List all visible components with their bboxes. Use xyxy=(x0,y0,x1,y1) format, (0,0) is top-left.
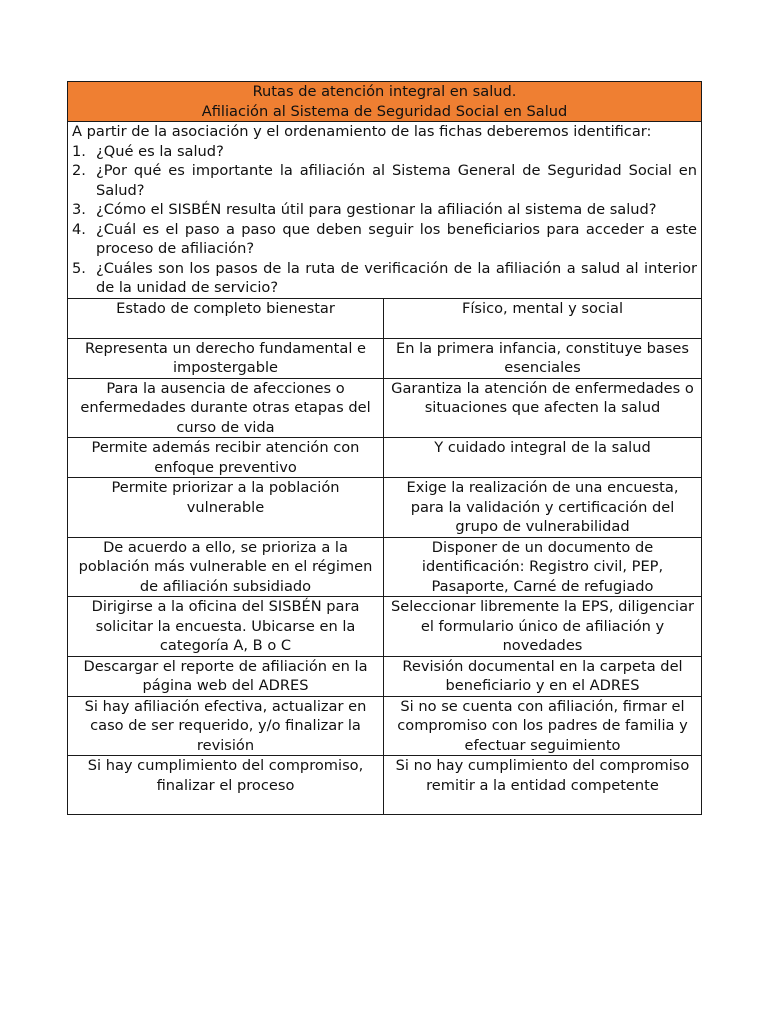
question-text: ¿Cómo el SISBÉN resulta útil para gestionar la afiliación al sistema de salud? xyxy=(96,201,657,218)
table-row xyxy=(68,478,702,538)
table-row xyxy=(68,597,702,657)
question-text: ¿Cuáles son los pasos de la ruta de verificación de la afiliación a salud al interior de la unidad de servicio? xyxy=(96,259,697,296)
right-cell: Y cuidado integral de la salud xyxy=(384,438,702,478)
routes-table xyxy=(67,81,702,815)
table-row xyxy=(68,656,702,696)
left-cell: Si hay cumplimiento del compromiso, finalizar el proceso xyxy=(68,756,384,815)
left-cell: De acuerdo a ello, se prioriza a la población más vulnerable en el régimen de afiliación subsidiado xyxy=(68,537,384,597)
right-cell: Físico, mental y social xyxy=(384,298,702,338)
header-title-line1: Rutas de atención integral en salud. xyxy=(252,83,517,100)
left-cell: Representa un derecho fundamental e impostergable xyxy=(68,338,384,378)
table-row xyxy=(68,537,702,597)
right-cell: Seleccionar libremente la EPS, diligenciar el formulario único de afiliación y novedades xyxy=(384,597,702,657)
question-text: ¿Qué es la salud? xyxy=(96,142,224,160)
table-row xyxy=(68,298,702,338)
intro-text: A partir de la asociación y el ordenamiento de las fichas deberemos identificar: xyxy=(72,123,652,140)
table-row xyxy=(68,756,702,815)
left-cell: Si hay afiliación efectiva, actualizar en caso de ser requerido, y/o finalizar la revisión xyxy=(68,696,384,756)
question-number: 2. xyxy=(72,162,86,179)
table-header xyxy=(68,82,702,122)
question-item xyxy=(72,220,697,259)
table-row xyxy=(68,338,702,378)
left-cell: Descargar el reporte de afiliación en la página web del ADRES xyxy=(68,656,384,696)
question-item xyxy=(72,161,697,200)
header-title-line2: Afiliación al Sistema de Seguridad Social en Salud xyxy=(201,102,568,120)
question-text: ¿Cuál es el paso a paso que deben seguir los beneficiarios para acceder a este proceso de afiliación? xyxy=(96,220,697,257)
table-row xyxy=(68,438,702,478)
intro-cell xyxy=(68,122,702,299)
right-cell: Disponer de un documento de identificación: Registro civil, PEP, Pasaporte, Carné de refugiado xyxy=(384,537,702,597)
question-item xyxy=(72,200,697,220)
right-cell: Revisión documental en la carpeta del beneficiario y en el ADRES xyxy=(384,656,702,696)
question-text: ¿Por qué es importante la afiliación al Sistema General de Seguridad Social en Salud? xyxy=(96,162,697,199)
right-cell: Exige la realización de una encuesta, para la validación y certificación del grupo de vulnerabilidad xyxy=(384,478,702,538)
left-cell: Permite priorizar a la población vulnerable xyxy=(68,478,384,538)
right-cell: Si no se cuenta con afiliación, firmar el compromiso con los padres de familia y efectuar seguimiento xyxy=(384,696,702,756)
question-number: 5. xyxy=(72,259,86,277)
question-number: 4. xyxy=(72,220,86,238)
right-cell: Si no hay cumplimiento del compromiso remitir a la entidad competente xyxy=(384,756,702,815)
left-cell: Permite además recibir atención con enfoque preventivo xyxy=(68,438,384,478)
left-cell: Para la ausencia de afecciones o enfermedades durante otras etapas del curso de vida xyxy=(68,378,384,438)
left-cell: Estado de completo bienestar xyxy=(68,298,384,338)
table-row xyxy=(68,696,702,756)
question-item xyxy=(72,259,697,298)
question-number: 1. xyxy=(72,142,86,160)
questions-list xyxy=(72,142,697,298)
question-item xyxy=(72,142,697,162)
question-number: 3. xyxy=(72,201,86,218)
right-cell: Garantiza la atención de enfermedades o situaciones que afecten la salud xyxy=(384,378,702,438)
table-row xyxy=(68,378,702,438)
right-cell: En la primera infancia, constituye bases esenciales xyxy=(384,338,702,378)
left-cell: Dirigirse a la oficina del SISBÉN para solicitar la encuesta. Ubicarse en la categoría A, B o C xyxy=(68,597,384,657)
